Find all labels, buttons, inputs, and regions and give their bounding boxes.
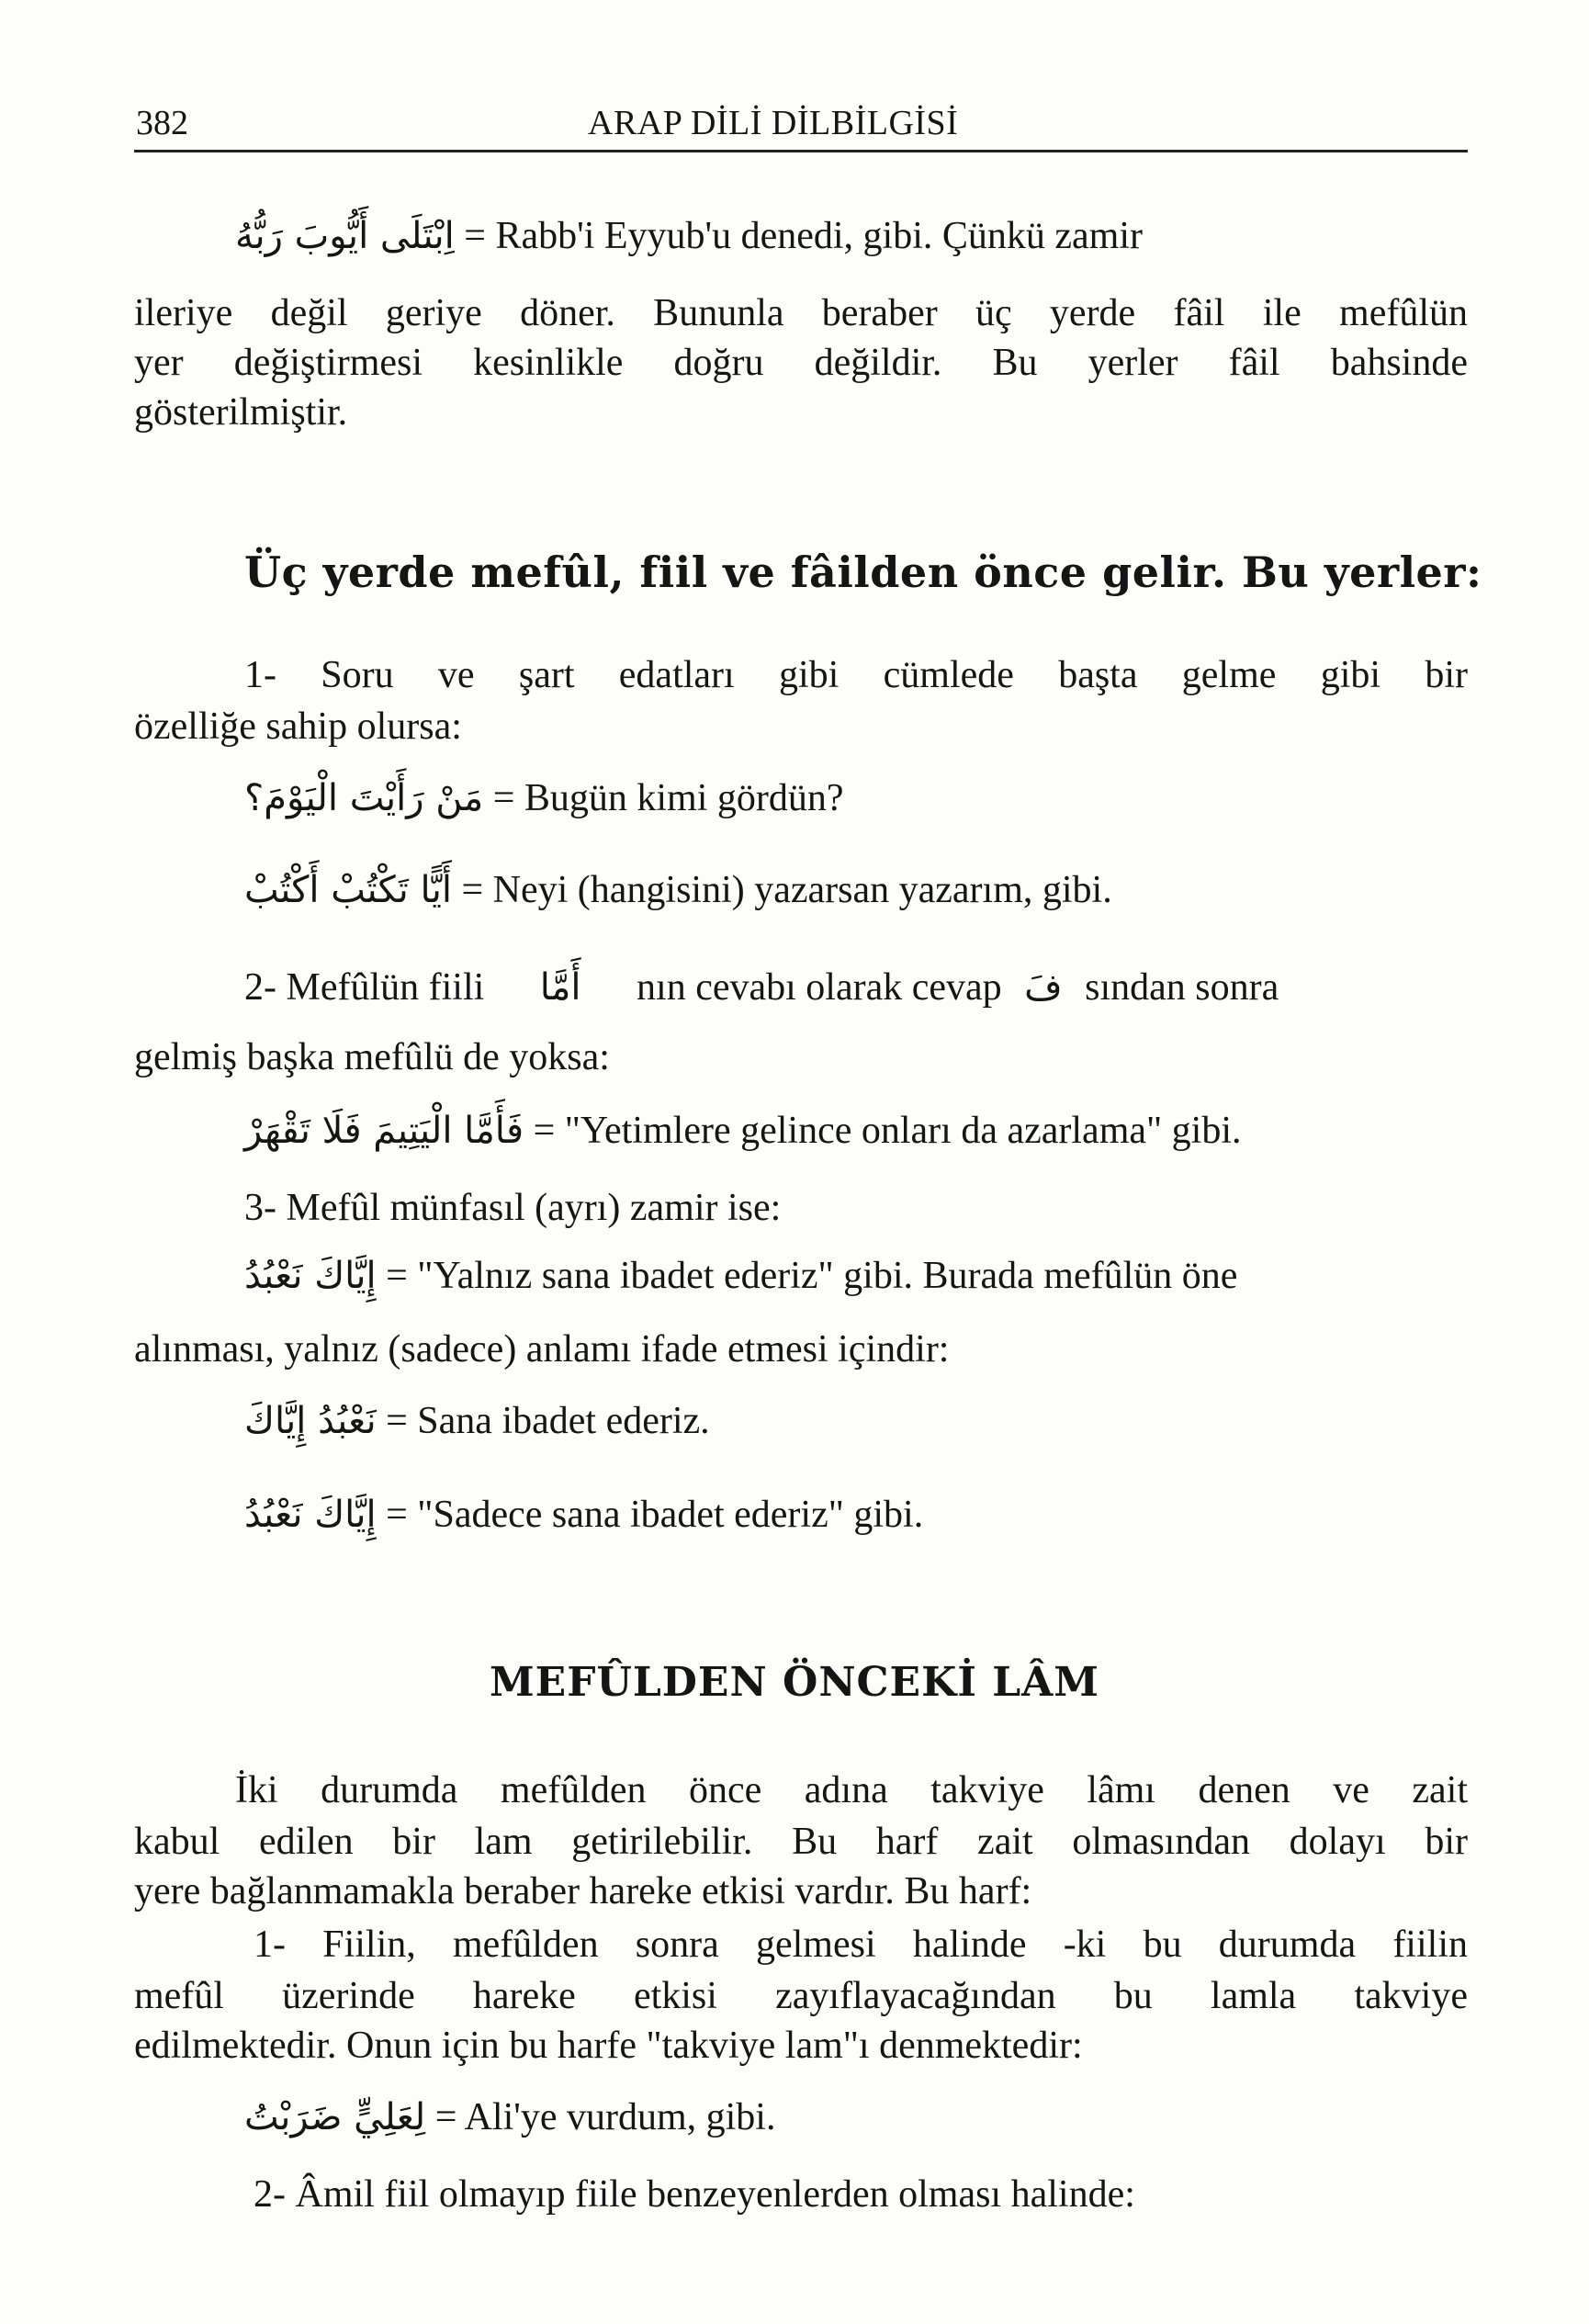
example-translation: = Ali'ye vurdum, gibi. bbox=[434, 2096, 776, 2138]
list-item-2-cont: gelmiş başka mefûlü de yoksa: bbox=[134, 1036, 610, 1078]
example-line bbox=[244, 1492, 1468, 1538]
example-line-top bbox=[235, 213, 1468, 259]
paragraph-line: yere bağlanmamakla beraber hareke etkisi vardır. Bu harf: bbox=[134, 1870, 1032, 1912]
example-translation: = Neyi (hangisini) yazarsan yazarım, gibi. bbox=[461, 869, 1112, 911]
arabic-example: أَيًّا تَكْتُبْ أَكْتُبْ bbox=[244, 869, 452, 911]
example-translation: = Sana ibadet ederiz. bbox=[386, 1400, 710, 1442]
list-item-3: 3- Mefûl münfasıl (ayrı) zamir ise: bbox=[244, 1187, 782, 1229]
section-heading: Üç yerde mefûl, fiil ve fâilden önce gelir. Bu yerler: bbox=[244, 547, 1482, 597]
list-item-2: 2- Âmil fiil olmayıp fiile benzeyenlerden olması halinde: bbox=[254, 2173, 1135, 2216]
paragraph-line: yer değiştirmesi kesinlikle doğru değildir. Bu yerler fâil bahsinde bbox=[134, 342, 1468, 384]
list-item-1-cont: edilmektedir. Onun için bu harfe "takviye lam"ı denmektedir: bbox=[134, 2025, 1083, 2067]
example-line bbox=[244, 2094, 1468, 2140]
item-text: nın cevabı olarak cevap bbox=[637, 966, 1002, 1009]
arabic-example: مَنْ رَأَيْتَ الْيَوْمَ؟ bbox=[244, 777, 484, 819]
paragraph-line: ileriye değil geriye döner. Bununla beraber üç yerde fâil ile mefûlün bbox=[134, 292, 1468, 334]
example-line bbox=[244, 1253, 1468, 1299]
arabic-word: أَمَّا bbox=[539, 966, 581, 1009]
list-item-1-cont: özelliğe sahip olursa: bbox=[134, 705, 462, 748]
paragraph-line: kabul edilen bir lam getirilebilir. Bu harf zait olmasından dolayı bir bbox=[134, 1821, 1468, 1863]
list-item-3-cont: alınması, yalnız (sadece) anlamı ifade etmesi içindir: bbox=[134, 1328, 950, 1371]
arabic-example: لِعَلِيٍّ ضَرَبْتُ bbox=[244, 2096, 426, 2138]
arabic-example: إِيَّاكَ نَعْبُدُ bbox=[244, 1255, 377, 1297]
example-translation: = Rabb'i Eyyub'u denedi, gibi. Çünkü zamir bbox=[464, 215, 1144, 257]
example-line bbox=[244, 1398, 1468, 1444]
arabic-example: نَعْبُدُ إِيَّاكَ bbox=[244, 1400, 377, 1442]
running-title: ARAP DİLİ DİLBİLGİSİ bbox=[588, 104, 959, 142]
section-heading: MEFÛLDEN ÖNCEKİ LÂM bbox=[489, 1659, 1100, 1706]
example-translation: = "Yalnız sana ibadet ederiz" gibi. Burada mefûlün öne bbox=[386, 1255, 1238, 1297]
arabic-example: فَأَمَّا الْيَتِيمَ فَلَا تَقْهَرْ bbox=[244, 1110, 524, 1152]
example-line bbox=[244, 867, 1468, 913]
example-line bbox=[244, 1108, 1468, 1154]
arabic-letter: فَ bbox=[1024, 966, 1063, 1009]
header-rule bbox=[134, 150, 1468, 152]
example-translation: = "Yetimlere gelince onları da azarlama" gibi. bbox=[533, 1110, 1242, 1152]
example-translation: = "Sadece sana ibadet ederiz" gibi. bbox=[386, 1494, 924, 1536]
list-item-1: 1- Fiilin, mefûlden sonra gelmesi halinde -ki bu durumda fiilin bbox=[254, 1924, 1468, 1966]
arabic-example: اِبْتَلَى أَيُّوبَ رَبُّهُ bbox=[235, 215, 455, 257]
page-number: 382 bbox=[136, 104, 188, 142]
arabic-example: إِيَّاكَ نَعْبُدُ bbox=[244, 1494, 377, 1536]
example-line bbox=[244, 775, 1468, 821]
item-text: sından sonra bbox=[1085, 966, 1279, 1009]
example-translation: = Bugün kimi gördün? bbox=[492, 777, 844, 819]
list-item-1: 1- Soru ve şart edatları gibi cümlede başta gelme gibi bir bbox=[244, 654, 1468, 696]
item-text: 2- Mefûlün fiili bbox=[244, 966, 485, 1009]
list-item-1-cont: mefûl üzerinde hareke etkisi zayıflayacağından bu lamla takviye bbox=[134, 1975, 1468, 2017]
paragraph-line: İki durumda mefûlden önce adına takviye lâmı denen ve zait bbox=[235, 1769, 1468, 1811]
paragraph-line: gösterilmiştir. bbox=[134, 391, 348, 434]
list-item-2 bbox=[244, 965, 1468, 1010]
